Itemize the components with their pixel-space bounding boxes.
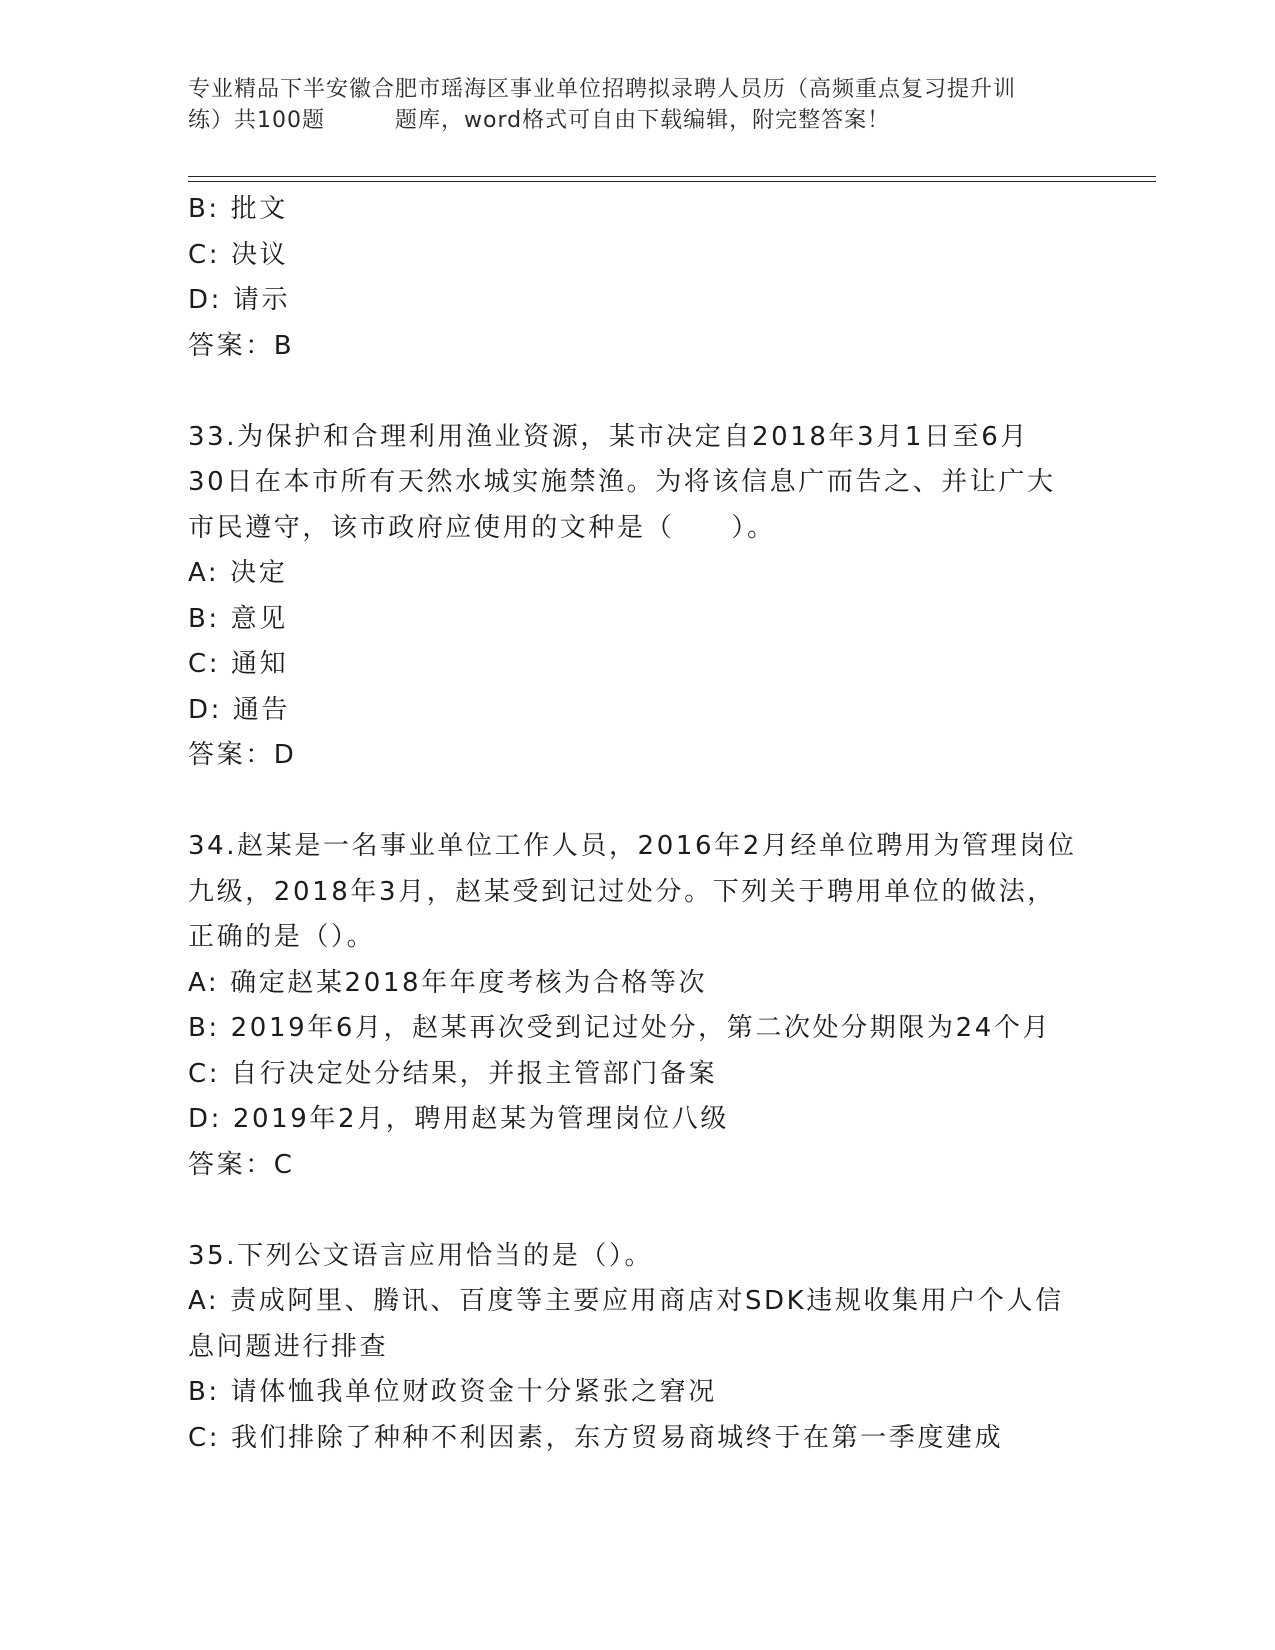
option-b: B: 意见 xyxy=(188,603,288,634)
question-block-34 xyxy=(188,824,1088,1188)
header-rule-top xyxy=(188,176,1156,177)
question-stem-line: 34.赵某是一名事业单位工作人员，2016年2月经单位聘用为管理岗位 xyxy=(188,831,1077,861)
option-a: A: 确定赵某2018年年度考核为合格等次 xyxy=(188,967,708,998)
option-b: B: 批文 xyxy=(188,194,288,224)
option-d: D: 请示 xyxy=(188,285,291,315)
header-title-line-2 xyxy=(188,105,1088,136)
question-stem-line: 九级，2018年3月，赵某受到记过处分。下列关于聘用单位的做法， xyxy=(188,876,1056,907)
header-title-line-1: 专业精品下半安徽合肥市瑶海区事业单位招聘拟录聘人员历（高频重点复习提升训 xyxy=(188,77,1017,102)
option-d: D: 2019年2月，聘用赵某为管理岗位八级 xyxy=(188,1104,729,1134)
question-content xyxy=(188,187,1088,1461)
option-d: D: 通告 xyxy=(188,694,291,725)
option-c: C: 通知 xyxy=(188,649,289,679)
question-stem-line: 正确的是（）。 xyxy=(188,922,376,952)
question-block-35 xyxy=(188,1234,1088,1462)
answer-line: 答案：D xyxy=(188,740,297,770)
option-c: C: 自行决定处分结果，并报主管部门备案 xyxy=(188,1058,718,1089)
option-c: C: 我们排除了种种不利因素，东方贸易商城终于在第一季度建成 xyxy=(188,1422,1004,1453)
option-a-continued: 息问题进行排查 xyxy=(188,1331,389,1362)
header-rule-bottom xyxy=(188,181,1156,182)
header-question-count: 练）共100题 xyxy=(188,108,325,133)
question-stem-line: 35.下列公文语言应用恰当的是（）。 xyxy=(188,1240,654,1271)
question-block-33 xyxy=(188,415,1088,779)
option-b: B: 请体恤我单位财政资金十分紧张之窘况 xyxy=(188,1377,717,1407)
question-stem-line: 33.为保护和合理利用渔业资源，某市决定自2018年3月1日至6月 xyxy=(188,421,1029,452)
question-block-32 xyxy=(188,187,1088,369)
document-header xyxy=(188,74,1088,136)
answer-line: 答案：B xyxy=(188,330,295,361)
header-download-note: 题库，word格式可自由下载编辑，附完整答案！ xyxy=(395,108,891,133)
option-b: B: 2019年6月，赵某再次受到记过处分，第二次处分期限为24个月 xyxy=(188,1013,1052,1043)
answer-line: 答案：C xyxy=(188,1149,295,1180)
question-stem-line: 30日在本市所有天然水城实施禁渔。为将该信息广而告之、并让广大 xyxy=(188,467,1056,497)
question-stem-line: 市民遵守，该市政府应使用的文种是（ ）。 xyxy=(188,512,776,543)
option-a: A: 责成阿里、腾讯、百度等主要应用商店对SDK违规收集用户个人信 xyxy=(188,1286,1064,1316)
option-c: C: 决议 xyxy=(188,239,289,270)
option-a: A: 决定 xyxy=(188,558,288,588)
